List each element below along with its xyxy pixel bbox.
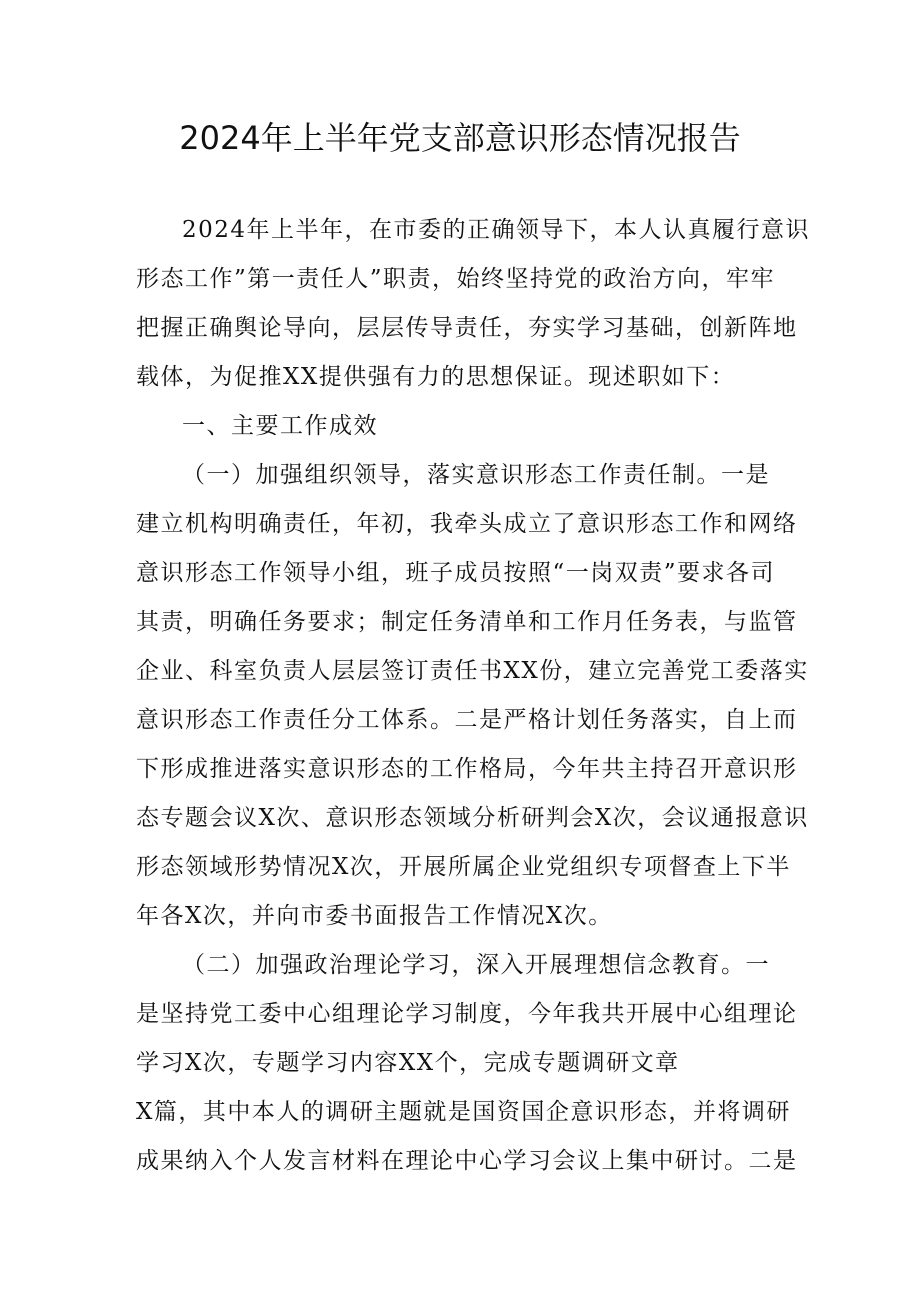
paragraph-2-line-9: 形态领域形势情况X次，开展所属企业党组织专项督查上下半 [136, 854, 791, 880]
paragraph-2-line-8: 态专题会议X次、意识形态领域分析研判会X次，会议通报意识 [136, 805, 809, 831]
document-title: 2024年上半年党支部意识形态情况报告 [179, 119, 741, 157]
paragraph-3-line-4: X篇，其中本人的调研主题就是国资国企意识形态，并将调研 [136, 1099, 791, 1125]
paragraph-2-line-4: 其责，明确任务要求；制定任务清单和工作月任务表，与监管 [136, 609, 798, 635]
paragraph-3-line-5: 成果纳入个人发言材料在理论中心学习会议上集中研讨。二是 [136, 1148, 798, 1174]
paragraph-2-line-5: 企业、科室负责人层层签订责任书XX份，建立完善党工委落实 [136, 658, 809, 684]
paragraph-2-line-1: （一）加强组织领导，落实意识形态工作责任制。一是 [182, 462, 770, 488]
paragraph-1-line-2: 形态工作”第一责任人”职责，始终坚持党的政治方向，牢牢 [136, 266, 776, 292]
paragraph-2-line-3: 意识形态工作领导小组，班子成员按照“一岗双责”要求各司 [136, 560, 776, 586]
paragraph-2-line-6: 意识形态工作责任分工体系。二是严格计划任务落实，自上而 [136, 707, 798, 733]
section-heading-1: 一、主要工作成效 [182, 413, 378, 439]
paragraph-1-line-3: 把握正确舆论导向，层层传导责任，夯实学习基础，创新阵地 [136, 315, 798, 341]
paragraph-3-line-1: （二）加强政治理论学习，深入开展理想信念教育。一 [182, 952, 770, 978]
paragraph-2-line-2: 建立机构明确责任，年初，我牵头成立了意识形态工作和网络 [136, 511, 798, 537]
paragraph-1-line-1: 2024年上半年，在市委的正确领导下，本人认真履行意识 [182, 217, 811, 243]
paragraph-2-line-7: 下形成推进落实意识形态的工作格局，今年共主持召开意识形 [136, 756, 798, 782]
paragraph-1-line-4: 载体，为促推XX提供强有力的思想保证。现述职如下： [136, 364, 736, 390]
paragraph-2-line-10: 年各X次，并向市委书面报告工作情况X次。 [136, 903, 613, 929]
paragraph-3-line-3: 学习X次，专题学习内容XX个，完成专题调研文章 [136, 1050, 680, 1076]
paragraph-3-line-2: 是坚持党工委中心组理论学习制度，今年我共开展中心组理论 [136, 1001, 798, 1027]
